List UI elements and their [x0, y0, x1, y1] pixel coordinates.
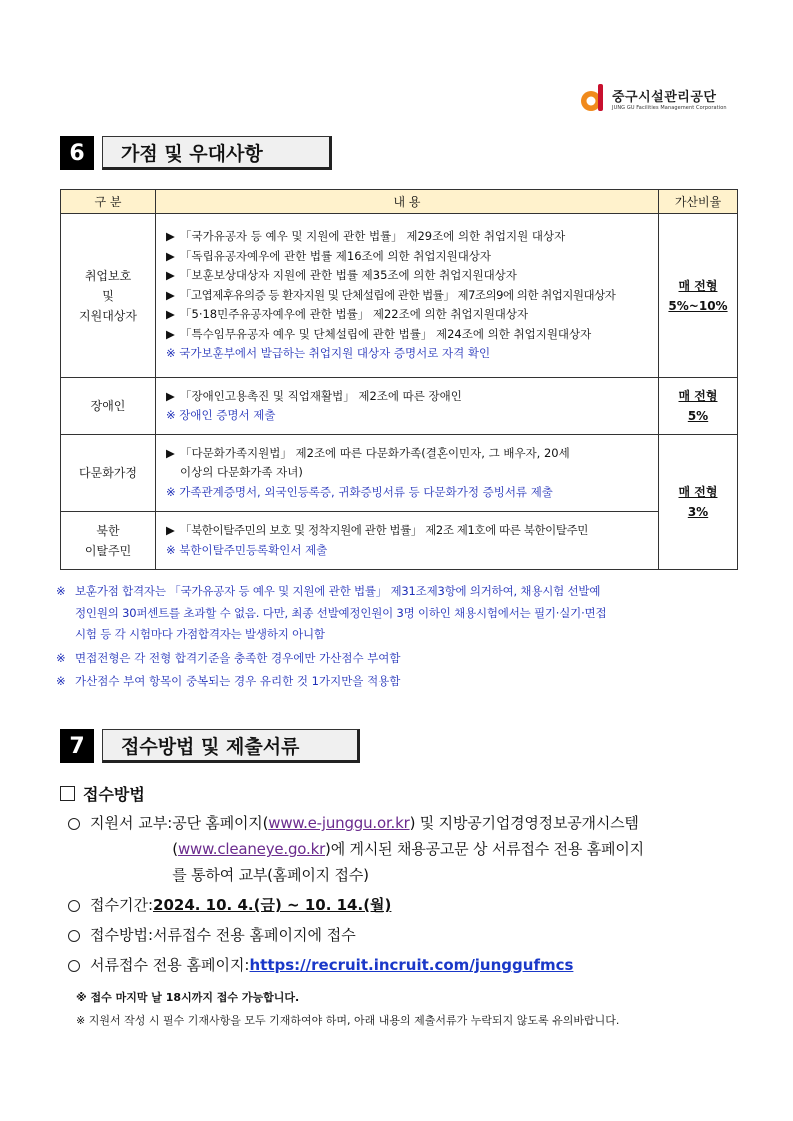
row-category: 장애인 — [61, 378, 156, 435]
list-item: ▶ 「독립유공자예우에 관한 법률 제16조에 의한 취업지원대상자 — [166, 248, 492, 263]
row-content — [156, 214, 659, 378]
circle-bullet-icon — [68, 960, 80, 972]
circle-bullet-icon — [68, 818, 80, 830]
circle-bullet-icon — [68, 900, 80, 912]
row-note: ※ 국가보훈부에서 발급하는 취업지원 대상자 증명서로 자격 확인 — [166, 346, 491, 361]
row-content — [156, 378, 659, 435]
list-item: 서류접수 전용 홈페이지: https://recruit.incruit.com/junggufmcs — [66, 952, 746, 978]
bonus-notes — [56, 581, 740, 693]
logo-name-ko: 중구시설관리공단 — [612, 89, 717, 105]
list-item-continuation: 이상의 다문화가족 자녀) — [180, 465, 303, 480]
deadline-note: ※ 접수 마지막 날 18시까지 접수 가능합니다. — [76, 991, 300, 1004]
row-note: ※ 북한이탈주민등록확인서 제출 — [166, 542, 328, 557]
list-item: ▶ 「고엽제후유의증 등 환자지원 및 단체설립에 관한 법률」 제7조의9에 의한 취업지원대상자 — [166, 287, 616, 302]
row-rate: 매 전형 3% — [659, 435, 738, 570]
row-content — [156, 435, 659, 512]
section-number: 7 — [60, 729, 94, 763]
recruit-site-link[interactable]: https://recruit.incruit.com/junggufmcs — [249, 956, 574, 974]
circle-bullet-icon — [68, 930, 80, 942]
apply-method-list — [66, 810, 746, 982]
row-category: 북한 이탈주민 — [61, 512, 156, 570]
list-item: ▶ 「5·18민주유공자예우에 관한 법률」 제22조에 의한 취업지원대상자 — [166, 307, 529, 322]
note-item: ※ 가산점수 부여 항목이 중복되는 경우 유리한 것 1가지만을 적용함 — [56, 674, 401, 688]
table-row — [61, 512, 738, 570]
list-item: ▶ 「국가유공자 등 예우 및 지원에 관한 법률」 제29조에 의한 취업지원 대상자 — [166, 229, 566, 244]
header-category: 구 분 — [61, 190, 156, 214]
list-item: ▶ 「특수임무유공자 예우 및 단체설립에 관한 법률」 제24조에 의한 취업지원대상자 — [166, 326, 592, 341]
logo-mark-icon — [578, 82, 608, 114]
apply-period: 2024. 10. 4.(금) ~ 10. 14.(월) — [153, 896, 392, 914]
list-item: ▶ 「다문화가족지원법」 제2조에 따른 다문화가족(결혼이민자, 그 배우자, 20세 — [166, 445, 570, 460]
list-item: ▶ 「보훈보상대상자 지원에 관한 법률 제35조에 의한 취업지원대상자 — [166, 268, 517, 283]
table-header-row — [61, 190, 738, 214]
company-logo — [578, 80, 738, 116]
checkbox-square-icon — [60, 786, 75, 801]
row-category: 다문화가정 — [61, 435, 156, 512]
section-number: 6 — [60, 136, 94, 170]
cleaneye-link[interactable]: www.cleaneye.go.kr — [177, 840, 326, 858]
table-row — [61, 378, 738, 435]
row-category: 취업보호 및 지원대상자 — [61, 214, 156, 378]
submission-note: ※ 지원서 작성 시 필수 기재사항을 모두 기재하여야 하며, 아래 내용의 제출서류가 누락되지 않도록 유의바랍니다. — [76, 1014, 620, 1027]
list-item: 접수방법: 서류접수 전용 홈페이지에 접수 — [66, 922, 746, 948]
row-rate: 매 전형 5% — [659, 378, 738, 435]
row-note: ※ 장애인 증명서 제출 — [166, 408, 276, 422]
logo-name-en: JUNG GU Facilities Management Corporation — [612, 104, 727, 111]
header-content: 내 용 — [156, 190, 659, 214]
row-rate: 매 전형 5%~10% — [659, 214, 738, 378]
section-title: 접수방법 및 제출서류 — [102, 729, 360, 763]
note-item: ※ 보훈가점 합격자는 「국가유공자 등 예우 및 지원에 관한 법률」 제31조제3항에 의거하여, 채용시험 선발예 정인원의 30퍼센트를 초과할 수 없음. 다만, 최종 선발예정인원이 3명 이하인 채용시험에서는 필기·실기·면접 시험 등 각 시험마다 가점합격자는 발생하지 아니함 — [56, 584, 607, 641]
header-rate: 가산비율 — [659, 190, 738, 214]
list-item: 지원서 교부: 공단 홈페이지(www.e-junggu.or.kr) 및 지방공기업경영정보공개시스템 (www.cleaneye.go.kr)에 게시된 채용공고문 상 서류접수 전용 홈페이지 를 통하여 교부(홈페이지 접수) — [66, 810, 746, 888]
row-content — [156, 512, 659, 570]
row-note: ※ 가족관계증명서, 외국인등록증, 귀화증빙서류 등 다문화가정 증빙서류 제출 — [166, 484, 553, 499]
list-item: 접수기간: 2024. 10. 4.(금) ~ 10. 14.(월) — [66, 892, 746, 918]
section-6-heading — [60, 136, 332, 170]
table-row — [61, 435, 738, 512]
list-item: ▶ 「장애인고용촉진 및 직업재활법」 제2조에 따른 장애인 — [166, 388, 462, 403]
section-7-heading — [60, 729, 360, 763]
section-title: 가점 및 우대사항 — [102, 136, 332, 170]
note-item: ※ 면접전형은 각 전형 합격기준을 충족한 경우에만 가산점수 부여함 — [56, 650, 401, 665]
table-row — [61, 214, 738, 378]
bonus-points-table — [60, 189, 738, 570]
list-item: ▶ 「북한이탈주민의 보호 및 정착지원에 관한 법률」 제2조 제1호에 따른 북한이탈주민 — [166, 523, 589, 537]
apply-method-heading: 접수방법 — [60, 782, 145, 805]
homepage-link[interactable]: www.e-junggu.or.kr — [268, 814, 410, 832]
